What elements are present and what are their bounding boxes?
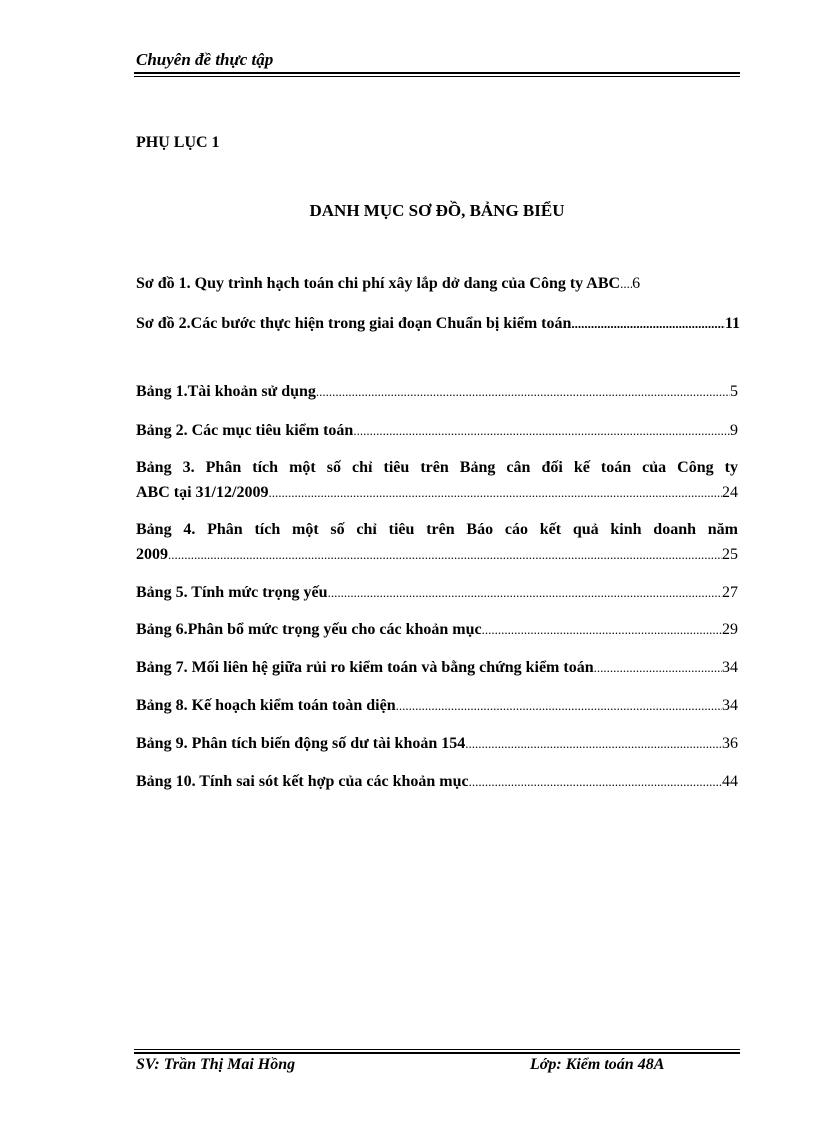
footer-rule <box>134 1049 740 1054</box>
table-entry-6[interactable] <box>136 617 738 642</box>
entry-label: Bảng 6.Phân bổ mức trọng yếu cho các khoản mục <box>136 621 482 638</box>
table-entry-4[interactable] <box>136 517 738 567</box>
footer-student: SV: Trần Thị Mai Hồng <box>136 1056 296 1073</box>
entry-page: 29 <box>722 621 738 638</box>
entry-label: Bảng 7. Mối liên hệ giữa rủi ro kiểm toán và bằng chứng kiểm toán <box>136 659 594 676</box>
header-title: Chuyên đề thực tập <box>136 50 274 69</box>
footer <box>136 1056 740 1074</box>
entry-label: Bảng 5. Tính mức trọng yếu <box>136 584 328 601</box>
entry-label: Sơ đồ 2.Các bước thực hiện trong giai đoạn Chuẩn bị kiểm toán <box>136 315 572 332</box>
table-entry-9[interactable] <box>136 731 738 756</box>
entry-label: Bảng 8. Kế hoạch kiểm toán toàn diện <box>136 697 396 714</box>
entry-label: Bảng 10. Tính sai sót kết hợp của các khoản mục <box>136 773 469 790</box>
table-entry-8[interactable] <box>136 693 738 718</box>
entry-label-line2: 2009 <box>136 546 168 563</box>
entry-label: Bảng 2. Các mục tiêu kiểm toán <box>136 422 354 439</box>
table-entry-7[interactable] <box>136 655 738 680</box>
table-entry-1[interactable] <box>136 379 738 404</box>
document-title: DANH MỤC SƠ ĐỒ, BẢNG BIỂU <box>309 201 565 220</box>
entry-page: 9 <box>730 422 738 439</box>
entry-label: Bảng 9. Phân tích biến động số dư tài khoản 154 <box>136 735 466 752</box>
entry-page: 34 <box>722 697 738 714</box>
entry-label-line2: ABC tại 31/12/2009 <box>136 484 269 501</box>
table-entry-10[interactable] <box>136 769 738 794</box>
appendix-label: PHỤ LỤC 1 <box>136 134 220 151</box>
entry-page: 11 <box>724 315 740 332</box>
entry-page: 6 <box>632 275 641 292</box>
entry-page: 36 <box>722 735 738 752</box>
table-entry-5[interactable] <box>136 580 738 605</box>
table-entry-2[interactable] <box>136 418 738 443</box>
entry-label: Bảng 1.Tài khoản sử dụng <box>136 383 316 400</box>
table-entry-3[interactable] <box>136 455 738 505</box>
diagram-entry-1[interactable] <box>136 271 738 296</box>
entry-page: 34 <box>722 659 738 676</box>
header-rule <box>134 72 740 77</box>
entry-label-line1: Bảng 4. Phân tích một số chỉ tiêu trên Báo cáo kết quả kinh doanh năm <box>136 521 738 538</box>
diagram-entry-2[interactable] <box>136 311 740 336</box>
entry-label: Sơ đồ 1. Quy trình hạch toán chi phí xây lắp dở dang của Công ty ABC <box>136 275 621 292</box>
footer-class: Lớp: Kiểm toán 48A <box>530 1056 665 1073</box>
entry-page: 27 <box>722 584 738 601</box>
entry-page: 44 <box>722 773 738 790</box>
entry-page: 5 <box>730 383 738 400</box>
entry-label-line1: Bảng 3. Phân tích một số chỉ tiêu trên Bảng cân đối kế toán của Công ty <box>136 459 738 476</box>
entry-page: 25 <box>722 546 738 563</box>
entry-page: 24 <box>722 484 738 501</box>
